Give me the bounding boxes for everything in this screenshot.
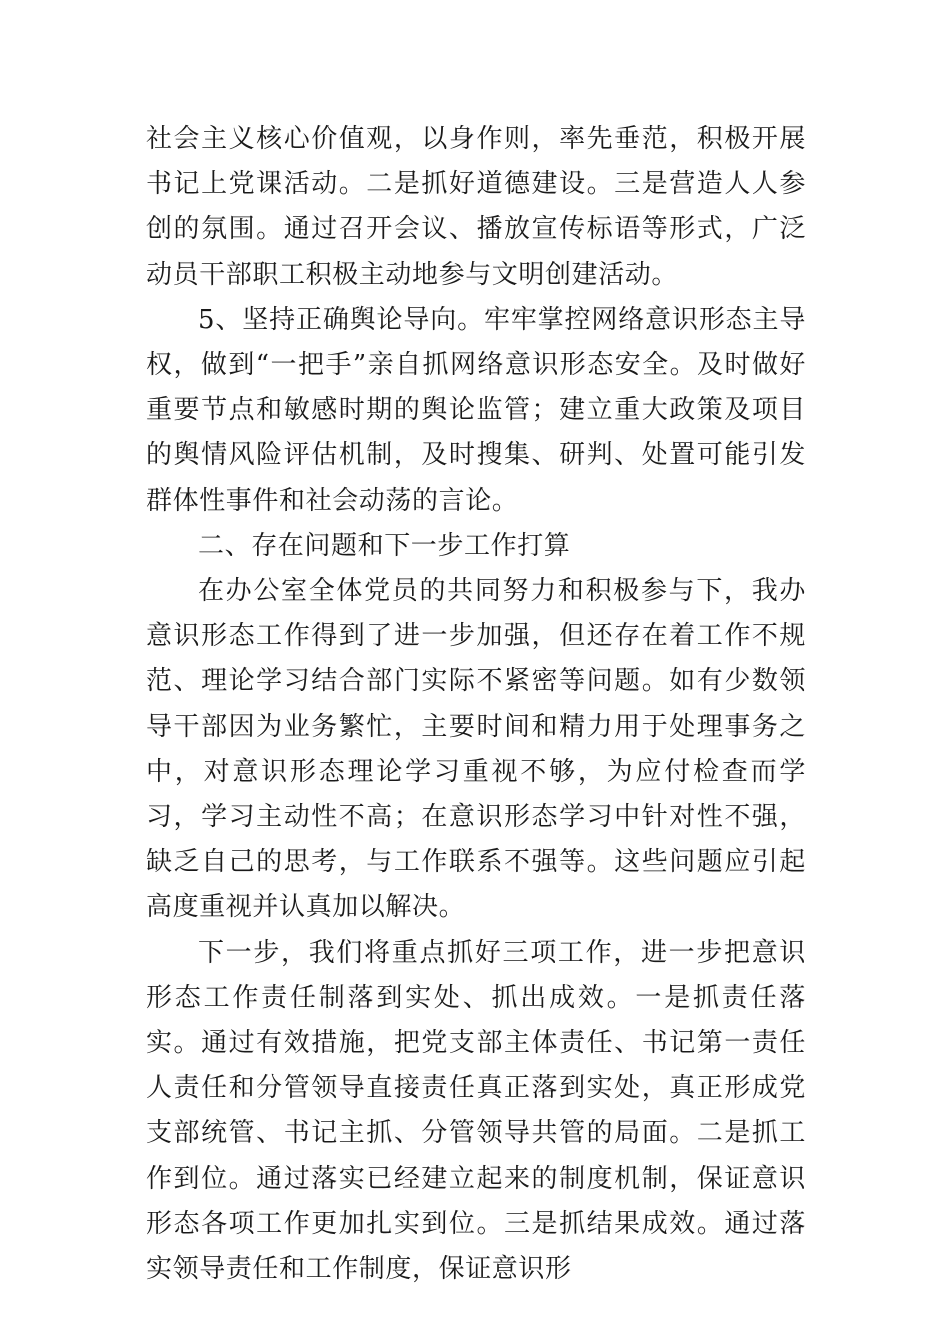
document-body	[146, 117, 806, 1292]
paragraph-problems: 在办公室全体党员的共同努力和积极参与下，我办意识形态工作得到了进一步加强，但还存在着工作不规范、理论学习结合部门实际不紧密等问题。如有少数领导干部因为业务繁忙，主要时间和精力用于处理事务之中，对意识形态理论学习重视不够，为应付检查而学习，学习主动性不高；在意识形态学习中针对性不强，缺乏自己的思考，与工作联系不强等。这些问题应引起高度重视并认真加以解决。	[146, 576, 806, 923]
paragraph-continuation: 社会主义核心价值观，以身作则，率先垂范，积极开展书记上党课活动。二是抓好道德建设。三是营造人人参创的氛围。通过召开会议、播放宣传标语等形式，广泛动员干部职工积极主动地参与文明创建活动。	[146, 124, 806, 290]
section-heading: 二、存在问题和下一步工作打算	[198, 530, 571, 561]
paragraph-next-steps: 下一步，我们将重点抓好三项工作，进一步把意识形态工作责任制落到实处、抓出成效。一是抓责任落实。通过有效措施，把党支部主体责任、书记第一责任人责任和分管领导直接责任真正落到实处，真正形成党支部统管、书记主抓、分管领导共管的局面。二是抓工作到位。通过落实已经建立起来的制度机制，保证意识形态各项工作更加扎实到位。三是抓结果成效。通过落实领导责任和工作制度，保证意识形	[146, 937, 806, 1285]
paragraph-public-opinion: 5、坚持正确舆论导向。牢牢掌控网络意识形态主导权，做到“一把手”亲自抓网络意识形态安全。及时做好重要节点和敏感时期的舆论监管；建立重大政策及项目的舆情风险评估机制，及时搜集、研判、处置可能引发群体性事件和社会动荡的言论。	[146, 304, 806, 516]
